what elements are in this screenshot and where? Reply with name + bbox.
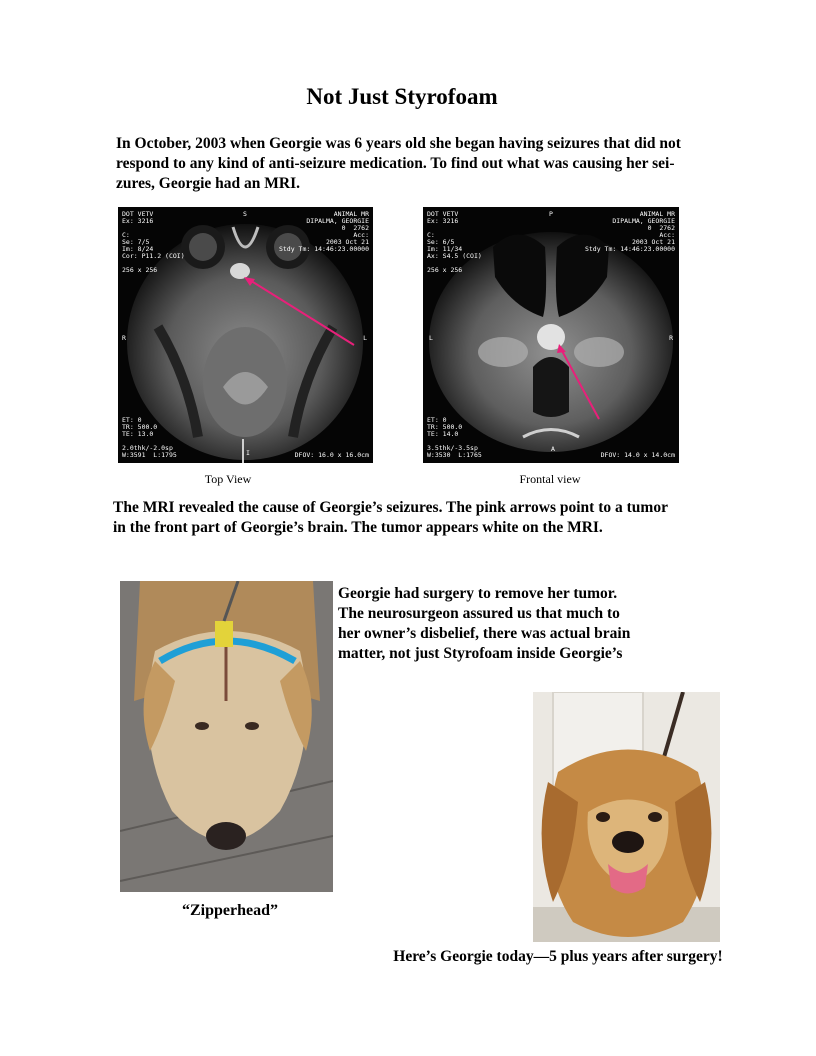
mri-front-overlay-bottom-right: DFOV: 14.0 x 14.0cm — [600, 451, 675, 459]
surgery-paragraph: Georgie had surgery to remove her tumor. The neurosurgeon assured us that much to her owner’s disbelief, there was actual brain matter, not just Styrofoam inside Georgie’s — [338, 585, 631, 662]
georgie-today-photo — [533, 692, 720, 942]
mri-top-marker-left: R — [122, 334, 126, 342]
mri-top-overlay-left: DOT VETV Ex: 3216 C: Se: 7/5 Im: 8/24 Cor: P11.2 (COI) 256 x 256 — [122, 210, 185, 274]
zipperhead-caption: “Zipperhead” — [181, 902, 278, 919]
intro-paragraph: In October, 2003 when Georgie was 6 years old she began having seizures that did not respond to any kind of anti-seizure medication. To find out what was causing her sei- zures, Georgie had an MRI. — [116, 135, 681, 192]
mri-front-marker-bottom: A — [551, 445, 555, 453]
zipperhead-dog-photo — [120, 581, 333, 892]
mri-top-view-image — [118, 207, 373, 463]
mri-front-overlay-left: DOT VETV Ex: 3216 C: Se: 6/5 Im: 11/34 Ax: S4.5 (COI) 256 x 256 — [427, 210, 482, 274]
mri-front-marker-right: R — [669, 334, 673, 342]
mri-top-overlay-bottom-left: ET: 0 TR: 500.0 TE: 13.0 2.0thk/-2.0sp W:3591 L:1795 — [122, 416, 177, 459]
mri-frontal-caption: Frontal view — [519, 472, 581, 486]
page-title: Not Just Styrofoam — [306, 84, 498, 109]
georgie-today-caption: Here’s Georgie today—5 plus years after surgery! — [393, 948, 723, 965]
mri-top-marker-bottom: I — [246, 449, 250, 457]
mri-top-overlay-right: ANIMAL MR DIPALMA, GEORGIE 0 2762 Acc: 2003 Oct 21 Stdy Tm: 14:46:23.00000 — [278, 210, 369, 253]
mri-front-marker-top: P — [549, 210, 553, 218]
mri-front-marker-left: L — [429, 334, 433, 342]
mri-top-caption: Top View — [204, 472, 252, 486]
mri-top-marker-top: S — [243, 210, 247, 218]
mri-result-paragraph: The MRI revealed the cause of Georgie’s seizures. The pink arrows point to a tumor in the front part of Georgie’s brain. The tumor appears white on the MRI. — [113, 499, 668, 536]
mri-top-marker-right: L — [363, 334, 367, 342]
mri-front-overlay-bottom-left: ET: 0 TR: 500.0 TE: 14.0 3.5thk/-3.5sp W:3530 L:1765 — [427, 416, 482, 459]
mri-top-overlay-bottom-right: DFOV: 16.0 x 16.0cm — [294, 451, 369, 459]
mri-front-overlay-right: ANIMAL MR DIPALMA, GEORGIE 0 2762 Acc: 2003 Oct 21 Stdy Tm: 14:46:23.00000 — [584, 210, 675, 253]
mri-frontal-view-image — [423, 207, 679, 463]
